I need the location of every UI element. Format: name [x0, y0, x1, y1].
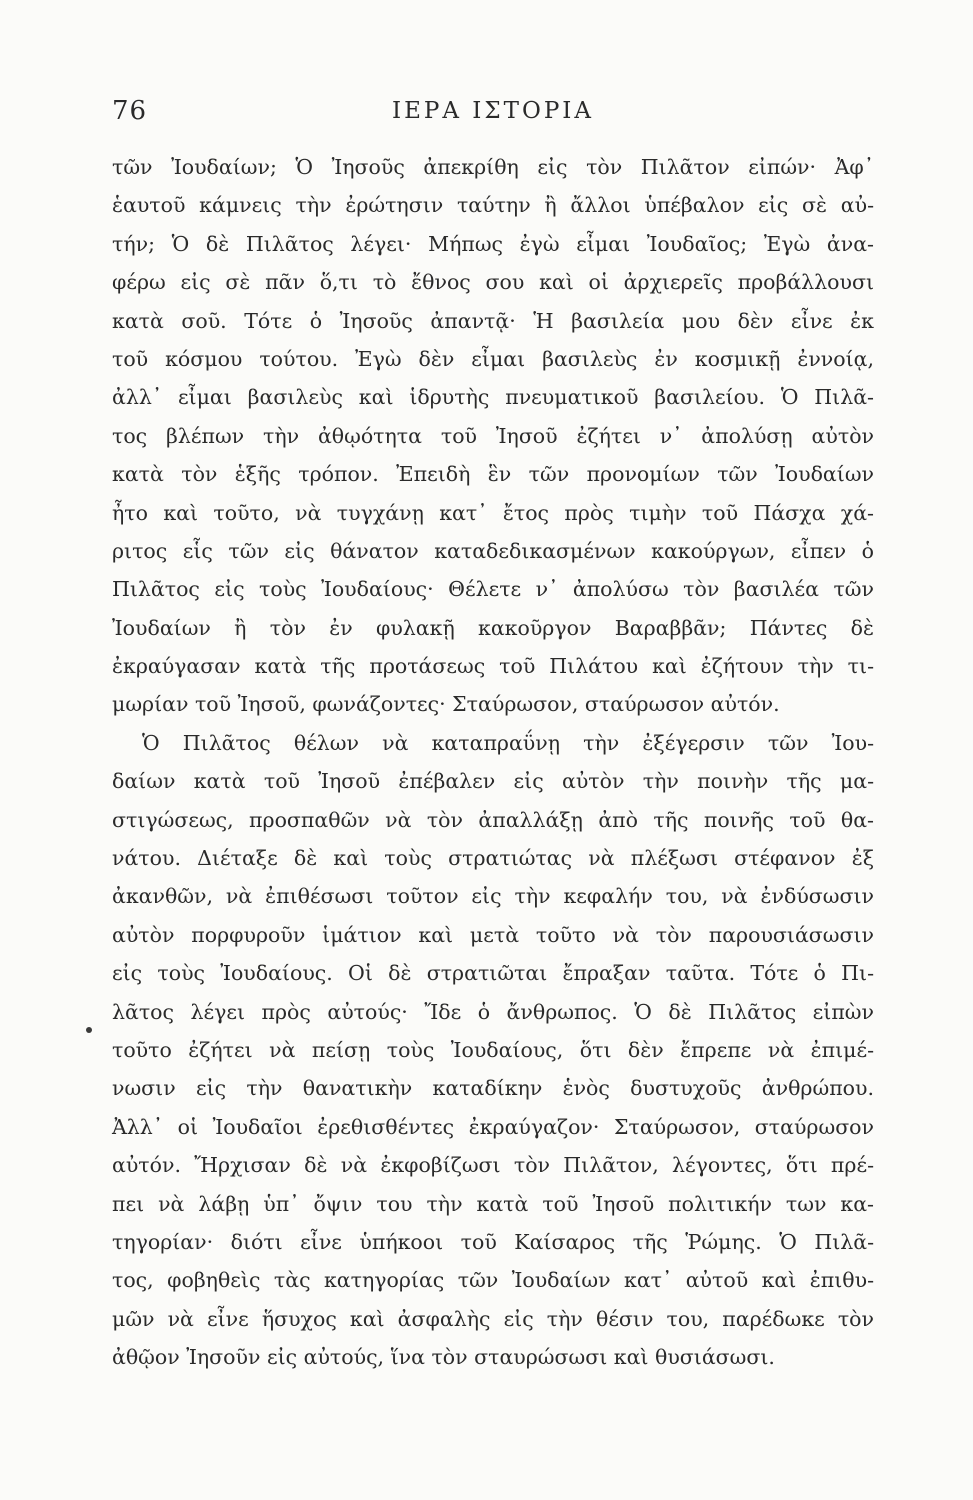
- running-title: ΙΕΡΑ ΙΣΤΟΡΙΑ: [392, 98, 594, 124]
- text-line: ἑαυτοῦ κάμνεις τὴν ἐρώτησιν ταύτην ἢ ἄλλοι ὑπέβαλον εἰς σὲ αὐ-: [112, 193, 874, 218]
- text-line: ἀκανθῶν, νὰ ἐπιθέσωσι τοῦτον εἰς τὴν κεφαλήν του, νὰ ἐνδύσωσιν: [112, 884, 874, 909]
- text-line: στιγώσεως, προσπαθῶν νὰ τὸν ἀπαλλάξῃ ἀπὸ τῆς ποινῆς τοῦ θα-: [112, 807, 874, 832]
- text-line: αὐτὸν πορφυροῦν ἱμάτιον καὶ μετὰ τοῦτο νὰ τὸν παρουσιάσωσιν: [112, 922, 874, 947]
- text-line: τήν; Ὁ δὲ Πιλᾶτος λέγει· Μήπως ἐγὼ εἶμαι Ἰουδαῖος; Ἐγὼ ἀνα-: [112, 231, 874, 256]
- text-line: αὐτόν. Ἤρχισαν δὲ νὰ ἐκφοβίζωσι τὸν Πιλᾶτον, λέγοντες, ὅτι πρέ-: [112, 1153, 874, 1178]
- page-number: 76: [112, 96, 148, 126]
- text-line: τος βλέπων τὴν ἀθῳότητα τοῦ Ἰησοῦ ἐζήτει ν᾽ ἀπολύσῃ αὐτὸν: [112, 423, 874, 448]
- text-line: δαίων κατὰ τοῦ Ἰησοῦ ἐπέβαλεν εἰς αὐτὸν τὴν ποινὴν τῆς μα-: [112, 769, 874, 794]
- text-line: νωσιν εἰς τὴν θανατικὴν καταδίκην ἑνὸς δυστυχοῦς ἀνθρώπου.: [112, 1076, 874, 1101]
- text-line: ριτος εἷς τῶν εἰς θάνατον καταδεδικασμένων κακούργων, εἶπεν ὁ: [112, 538, 874, 563]
- body-text: [112, 148, 874, 1377]
- text-line: Ἰουδαίων ἢ τὸν ἐν φυλακῇ κακοῦργον Βαραββᾶν; Πάντες δὲ: [112, 615, 874, 640]
- text-line: πει νὰ λάβῃ ὑπ᾽ ὄψιν του τὴν κατὰ τοῦ Ἰησοῦ πολιτικήν των κα-: [112, 1191, 874, 1216]
- running-head: [112, 96, 874, 136]
- text-line: κατὰ σοῦ. Τότε ὁ Ἰησοῦς ἀπαντᾷ· Ἡ βασιλεία μου δὲν εἶνε ἐκ: [112, 308, 874, 333]
- text-line: ἀθῷον Ἰησοῦν εἰς αὐτούς, ἵνα τὸν σταυρώσωσι καὶ θυσιάσωσι.: [112, 1345, 775, 1370]
- text-line: τοῦτο ἐζήτει νὰ πείσῃ τοὺς Ἰουδαίους, ὅτι δὲν ἔπρεπε νὰ ἐπιμέ-: [112, 1037, 874, 1062]
- text-line: λᾶτος λέγει πρὸς αὐτούς· Ἴδε ὁ ἄνθρωπος. Ὁ δὲ Πιλᾶτος εἰπὼν: [112, 999, 874, 1024]
- text-line: Πιλᾶτος εἰς τοὺς Ἰουδαίους· Θέλετε ν᾽ ἀπολύσω τὸν βασιλέα τῶν: [112, 577, 874, 602]
- margin-dot: [86, 1027, 92, 1033]
- text-line: μῶν νὰ εἶνε ἥσυχος καὶ ἀσφαλὴς εἰς τὴν θέσιν του, παρέδωκε τὸν: [112, 1306, 874, 1331]
- text-line: Ἀλλ᾽ οἱ Ἰουδαῖοι ἐρεθισθέντες ἐκραύγαζον· Σταύρωσον, σταύρωσον: [112, 1114, 874, 1139]
- text-line: φέρω εἰς σὲ πᾶν ὅ,τι τὸ ἔθνος σου καὶ οἱ ἀρχιερεῖς προβάλλουσι: [112, 270, 874, 295]
- text-line: τος, φοβηθεὶς τὰς κατηγορίας τῶν Ἰουδαίων κατ᾽ αὐτοῦ καὶ ἐπιθυ-: [112, 1268, 874, 1293]
- text-line: ἐκραύγασαν κατὰ τῆς προτάσεως τοῦ Πιλάτου καὶ ἐζήτουν τὴν τι-: [112, 654, 874, 679]
- text-line: κατὰ τὸν ἑξῆς τρόπον. Ἐπειδὴ ἓν τῶν προνομίων τῶν Ἰουδαίων: [112, 462, 874, 487]
- text-line: Ὁ Πιλᾶτος θέλων νὰ καταπραΰνῃ τὴν ἐξέγερσιν τῶν Ἰου-: [142, 730, 874, 755]
- text-line: τηγορίαν· διότι εἶνε ὑπήκοοι τοῦ Καίσαρος τῆς Ῥώμης. Ὁ Πιλᾶ-: [112, 1229, 874, 1254]
- text-line: ἀλλ᾽ εἶμαι βασιλεὺς καὶ ἱδρυτὴς πνευματικοῦ βασιλείου. Ὁ Πιλᾶ-: [112, 385, 874, 410]
- text-line: τοῦ κόσμου τούτου. Ἐγὼ δὲν εἶμαι βασιλεὺς ἐν κοσμικῇ ἐννοίᾳ,: [112, 346, 874, 371]
- text-line: ἦτο καὶ τοῦτο, νὰ τυγχάνῃ κατ᾽ ἔτος πρὸς τιμὴν τοῦ Πάσχα χά-: [112, 500, 874, 525]
- text-line: νάτου. Διέταξε δὲ καὶ τοὺς στρατιώτας νὰ πλέξωσι στέφανον ἐξ: [112, 846, 874, 871]
- text-line: μωρίαν τοῦ Ἰησοῦ, φωνάζοντες· Σταύρωσον, σταύρωσον αὐτόν.: [112, 692, 780, 717]
- text-line: εἰς τοὺς Ἰουδαίους. Οἱ δὲ στρατιῶται ἔπραξαν ταῦτα. Τότε ὁ Πι-: [112, 961, 874, 986]
- text-line: τῶν Ἰουδαίων; Ὁ Ἰησοῦς ἀπεκρίθη εἰς τὸν Πιλᾶτον εἰπών· Ἀφ᾽: [112, 155, 874, 179]
